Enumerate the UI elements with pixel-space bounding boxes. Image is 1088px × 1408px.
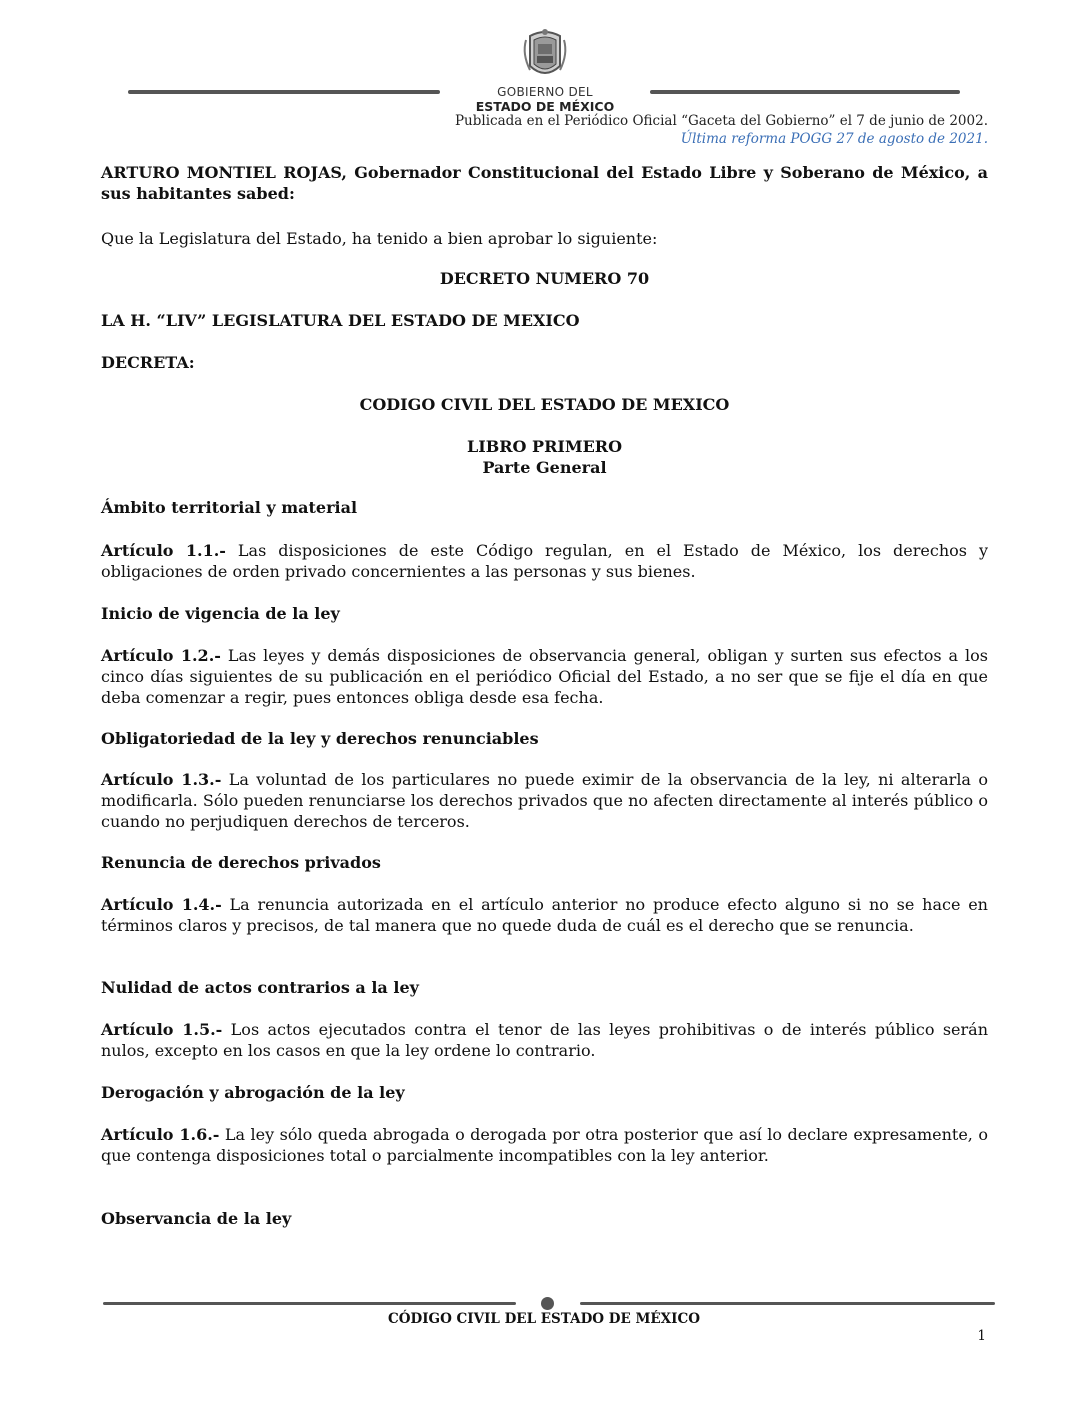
section-heading: Observancia de la ley: [101, 1209, 292, 1228]
decreta-heading: DECRETA:: [101, 353, 195, 372]
article-paragraph: [101, 540, 988, 582]
article-text: Los actos ejecutados contra el tenor de las leyes prohibitivas o de interés público serán nulos, excepto en los casos en que la ley ordene lo contrario.: [101, 1020, 988, 1060]
article-text: La renuncia autorizada en el artículo anterior no produce efecto alguno si no se hace en términos claros y precisos, de tal manera que no quede duda de cuál es el derecho que se renuncia.: [101, 895, 988, 935]
article-paragraph: [101, 1124, 988, 1166]
section-heading: Obligatoriedad de la ley y derechos renunciables: [101, 729, 539, 748]
government-logo-line1: GOBIERNO DEL: [497, 85, 593, 99]
footer-dot-ornament: [541, 1297, 554, 1310]
article-text: Las leyes y demás disposiciones de observancia general, obligan y surten sus efectos a los cinco días siguientes de su publicación en el periódico Oficial del Estado, a no ser que se fije el día en que deba comenzar a regir, pues entonces obliga desde esa fecha.: [101, 646, 988, 707]
section-heading: Nulidad de actos contrarios a la ley: [101, 978, 419, 997]
article-label: Artículo 1.3.-: [101, 770, 222, 789]
page-number: 1: [977, 1328, 986, 1344]
footer-rule-right: [580, 1302, 995, 1305]
state-coat-of-arms-icon: [516, 26, 574, 84]
legislature-heading: LA H. “LIV” LEGISLATURA DEL ESTADO DE MEXICO: [101, 311, 580, 330]
article-label: Artículo 1.5.-: [101, 1020, 223, 1039]
article-paragraph: [101, 894, 988, 936]
section-heading: Renuncia de derechos privados: [101, 853, 381, 872]
footer-title: CÓDIGO CIVIL DEL ESTADO DE MÉXICO: [388, 1311, 700, 1327]
header-rule-right: [650, 90, 960, 94]
section-heading: Derogación y abrogación de la ley: [101, 1083, 405, 1102]
last-reform-note: Última reforma POGG 27 de agosto de 2021.: [680, 131, 988, 147]
part-title: Parte General: [482, 458, 607, 477]
header-rule-left: [128, 90, 440, 94]
article-text: La ley sólo queda abrogada o derogada por otra posterior que así lo declare expresamente, o que contenga disposiciones total o parcialmente incompatibles con la ley anterior.: [101, 1125, 988, 1165]
section-heading: Inicio de vigencia de la ley: [101, 604, 340, 623]
article-text: La voluntad de los particulares no puede eximir de la observancia de la ley, ni alterarla o modificarla. Sólo pueden renunciarse los derechos privados que no afecten directamente al interés público o cuando no perjudiquen derechos de terceros.: [101, 770, 988, 831]
article-paragraph: [101, 769, 988, 832]
article-label: Artículo 1.4.-: [101, 895, 222, 914]
decree-number: DECRETO NUMERO 70: [439, 269, 650, 288]
footer-rule-left: [103, 1302, 516, 1305]
article-text: Las disposiciones de este Código regulan, en el Estado de México, los derechos y obligaciones de orden privado concernientes a las personas y sus bienes.: [101, 541, 988, 581]
approval-statement: Que la Legislatura del Estado, ha tenido a bien aprobar lo siguiente:: [101, 229, 658, 248]
publication-note: Publicada en el Periódico Oficial “Gaceta del Gobierno” el 7 de junio de 2002.: [454, 113, 988, 129]
code-title: CODIGO CIVIL DEL ESTADO DE MEXICO: [359, 395, 730, 414]
article-label: Artículo 1.2.-: [101, 646, 221, 665]
section-heading: Ámbito territorial y material: [101, 498, 358, 517]
article-label: Artículo 1.1.-: [101, 541, 226, 560]
article-paragraph: [101, 645, 988, 708]
government-logo-line2: ESTADO DE MÉXICO: [475, 99, 615, 114]
book-title: LIBRO PRIMERO: [466, 437, 622, 456]
promulgation-intro: ARTURO MONTIEL ROJAS, Gobernador Constitucional del Estado Libre y Soberano de México, a sus habitantes sabed:: [101, 163, 988, 203]
article-paragraph: [101, 1019, 988, 1061]
article-label: Artículo 1.6.-: [101, 1125, 220, 1144]
